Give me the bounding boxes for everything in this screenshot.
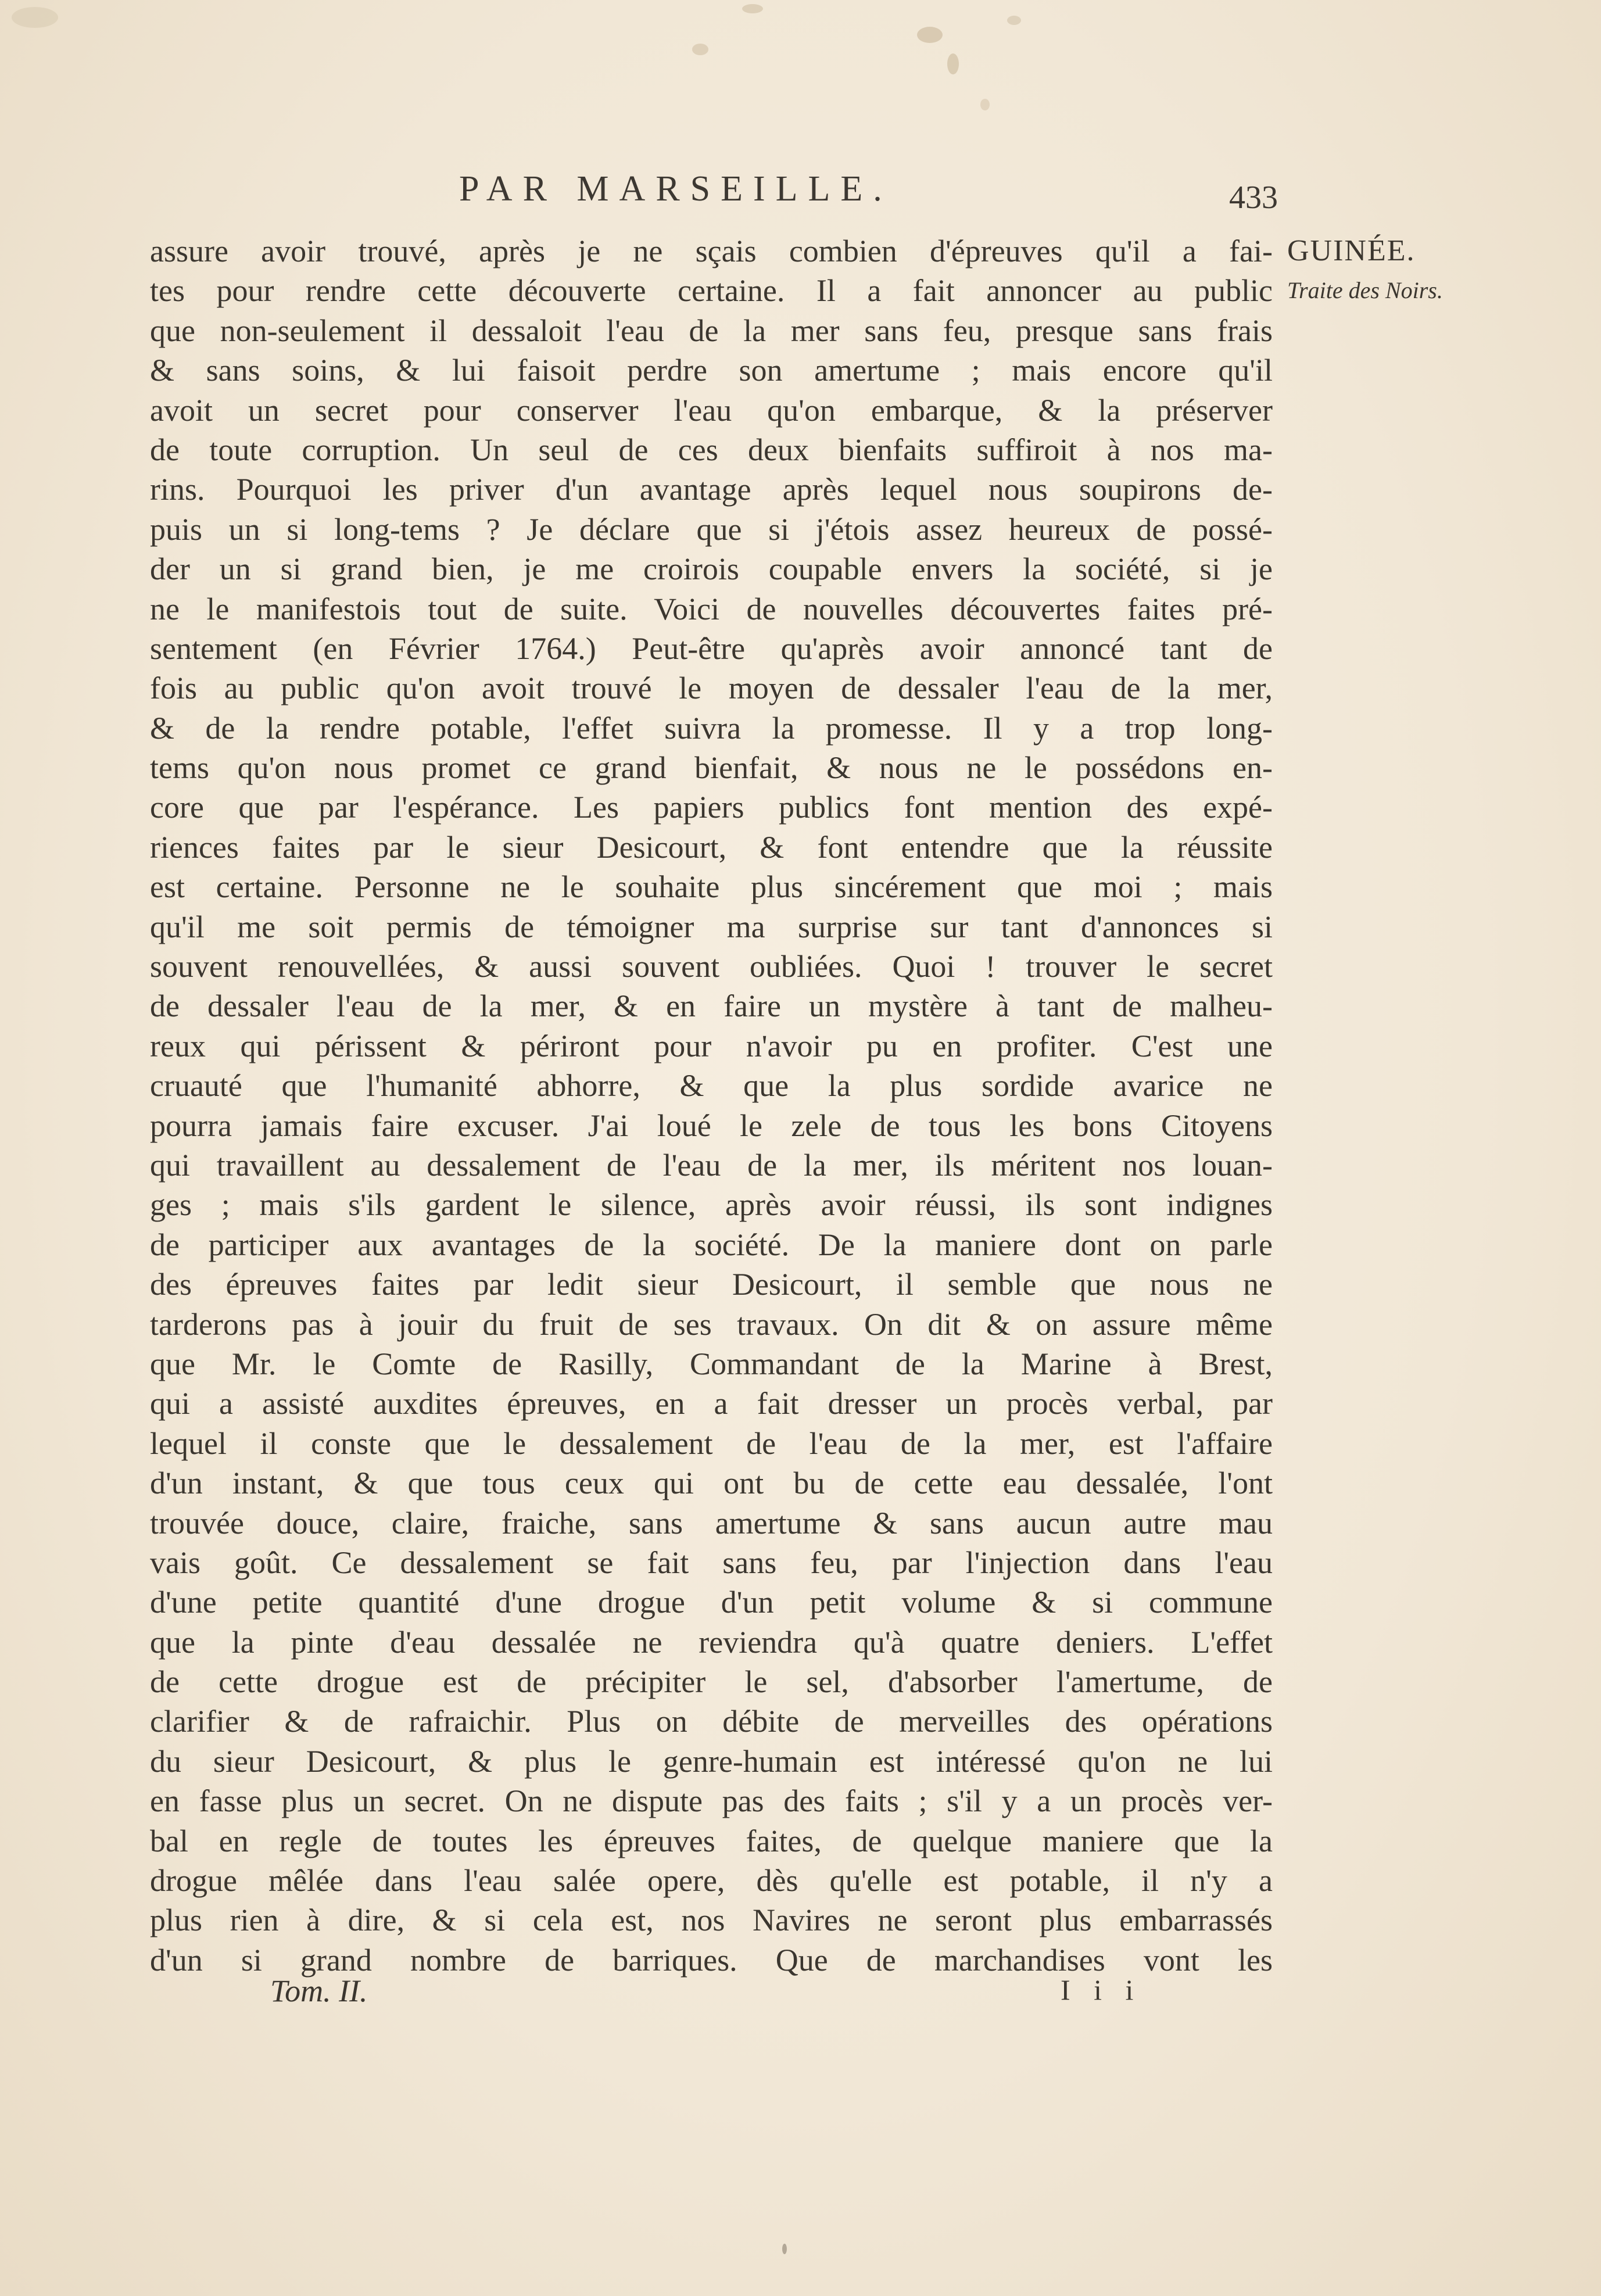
text-line: ges ; mais s'ils gardent le silence, après avoir réussi, ils sont indignes: [150, 1187, 1273, 1223]
text-line: & sans soins, & lui faisoit perdre son amertume ; mais encore qu'il: [150, 353, 1273, 388]
text-line: rins. Pourquoi les priver d'un avantage après lequel nous soupirons de-: [150, 472, 1273, 507]
text-line: sentement (en Février 1764.) Peut-être qu'après avoir annoncé tant de: [150, 631, 1273, 666]
text-line: que Mr. le Comte de Rasilly, Commandant de la Marine à Brest,: [150, 1346, 1273, 1381]
text-line: plus rien à dire, & si cela est, nos Navires ne seront plus embarrassés: [150, 1903, 1273, 1938]
text-line: assure avoir trouvé, après je ne sçais combien d'épreuves qu'il a fai-: [150, 234, 1273, 268]
text-line: pourra jamais faire excuser. J'ai loué le zele de tous les bons Citoyens: [150, 1108, 1273, 1143]
text-line: der un si grand bien, je me croirois coupable envers la société, si je: [150, 551, 1273, 587]
text-line: qui travaillent au dessalement de l'eau de la mer, ils méritent nos louan-: [150, 1147, 1273, 1183]
text-line: des épreuves faites par ledit sieur Desicourt, il semble que nous ne: [150, 1267, 1273, 1302]
text-line: en fasse plus un secret. On ne dispute pas des faits ; s'il y a un procès ver-: [150, 1783, 1273, 1819]
text-line: d'une petite quantité d'une drogue d'un petit volume & si commune: [150, 1585, 1273, 1620]
running-title: PAR MARSEILLE.: [459, 169, 893, 209]
text-line: lequel il conste que le dessalement de l'eau de la mer, est l'affaire: [150, 1425, 1273, 1461]
text-line: qui a assisté auxdites épreuves, en a fait dresser un procès verbal, par: [150, 1386, 1273, 1421]
text-line: clarifier & de rafraichir. Plus on débite de merveilles des opérations: [150, 1704, 1273, 1739]
text-line: vais goût. Ce dessalement se fait sans feu, par l'injection dans l'eau: [150, 1545, 1273, 1580]
text-line: cruauté que l'humanité abhorre, & que la plus sordide avarice ne: [150, 1068, 1273, 1104]
text-line: drogue mêlée dans l'eau salée opere, dès qu'elle est potable, il n'y a: [150, 1863, 1273, 1899]
text-line: est certaine. Personne ne le souhaite plus sincérement que moi ; mais: [150, 869, 1273, 905]
volume-label: Tom. II.: [270, 1973, 368, 2008]
text-line: du sieur Desicourt, & plus le genre-humain est intéressé qu'on ne lui: [150, 1743, 1273, 1779]
text-line: souvent renouvellées, & aussi souvent oubliées. Quoi ! trouver le secret: [150, 949, 1273, 984]
text-line: de cette drogue est de précipiter le sel, d'absorber l'amertume, de: [150, 1664, 1273, 1700]
page-footer: [0, 1973, 1601, 2019]
text-line: tarderons pas à jouir du fruit de ses travaux. On dit & on assure même: [150, 1306, 1273, 1342]
text-line: que non-seulement il dessaloit l'eau de la mer sans feu, presque sans frais: [150, 313, 1273, 348]
text-line: que la pinte d'eau dessalée ne reviendra qu'à quatre deniers. L'effet: [150, 1624, 1273, 1660]
text-line: fois au public qu'on avoit trouvé le moyen de dessaler l'eau de la mer,: [150, 671, 1273, 706]
text-line: riences faites par le sieur Desicourt, & font entendre que la réussite: [150, 829, 1273, 865]
text-line: tems qu'on nous promet ce grand bienfait, & nous ne le possédons en-: [150, 750, 1273, 786]
text-line: de dessaler l'eau de la mer, & en faire un mystère à tant de malheu-: [150, 988, 1273, 1024]
page-number: 433: [1229, 180, 1278, 216]
text-line: core que par l'espérance. Les papiers publics font mention des expé-: [150, 790, 1273, 825]
text-line: d'un instant, & que tous ceux qui ont bu de cette eau dessalée, l'ont: [150, 1466, 1273, 1501]
text-line: avoit un secret pour conserver l'eau qu'on embarque, & la préserver: [150, 392, 1273, 428]
margin-topic: Traite des Noirs.: [1287, 277, 1443, 303]
running-head: [0, 163, 1601, 215]
text-line: bal en regle de toutes les épreuves faites, de quelque maniere que la: [150, 1823, 1273, 1858]
text-line: puis un si long-tems ? Je déclare que si j'étois assez heureux de possé-: [150, 511, 1273, 547]
text-line: ne le manifestois tout de suite. Voici de nouvelles découvertes faites pré-: [150, 591, 1273, 626]
text-line: d'un si grand nombre de barriques. Que de marchandises vont les: [150, 1942, 1273, 1978]
body-text: [150, 231, 1273, 1980]
text-line: de toute corruption. Un seul de ces deux bienfaits suffiroit à nos ma-: [150, 432, 1273, 467]
text-line: qu'il me soit permis de témoigner ma surprise sur tant d'annonces si: [150, 909, 1273, 944]
text-line: reux qui périssent & périront pour n'avoir pu en profiter. C'est une: [150, 1028, 1273, 1063]
margin-notes: [1287, 231, 1589, 310]
text-line: tes pour rendre cette découverte certaine. Il a fait annoncer au public: [150, 273, 1273, 309]
margin-region: GUINÉE.: [1287, 234, 1416, 267]
signature-mark: I i i: [1061, 1973, 1142, 2006]
text-line: & de la rendre potable, l'effet suivra la promesse. Il y a trop long-: [150, 710, 1273, 746]
text-line: trouvée douce, claire, fraiche, sans amertume & sans aucun autre mau: [150, 1505, 1273, 1541]
text-line: de participer aux avantages de la société. De la maniere dont on parle: [150, 1227, 1273, 1262]
